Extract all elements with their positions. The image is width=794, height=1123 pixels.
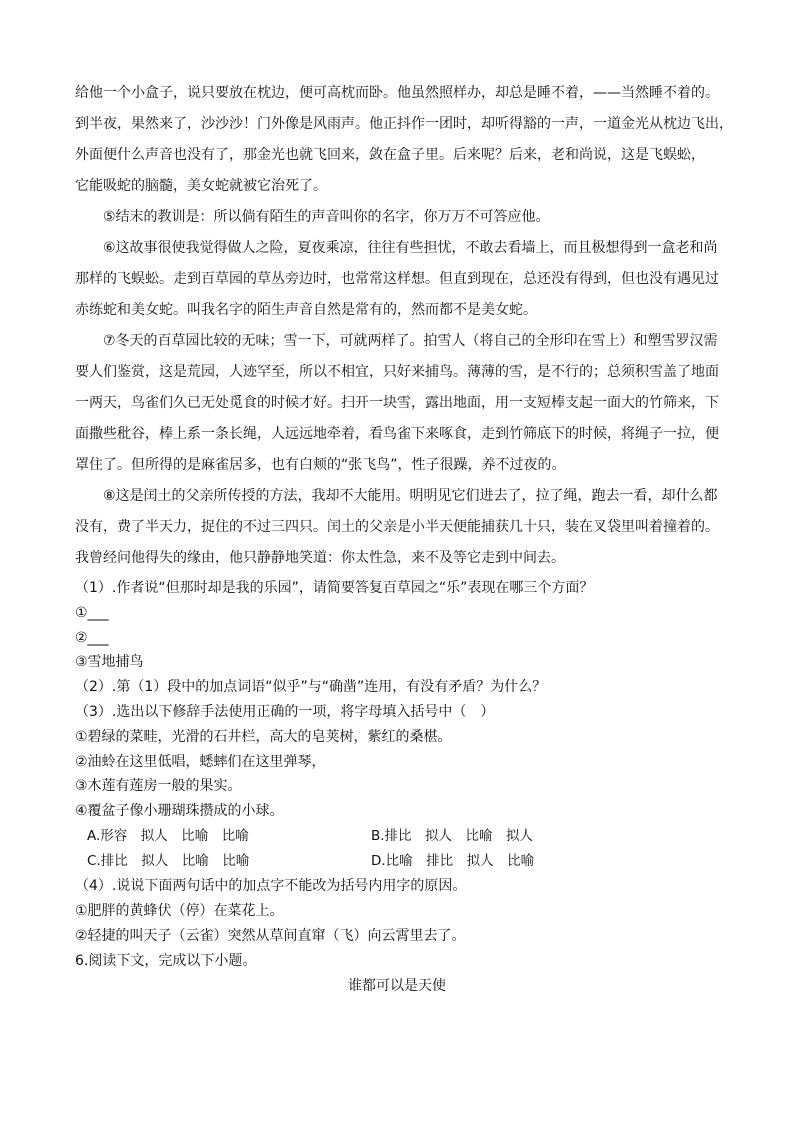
text-line: ⑥这故事很使我觉得做人之险，夏夜乘凉，往往有些担忧，不敢去看墙上，而且极想得到一盒老和尚 [103,240,718,256]
text-line: 外面便什么声音也没有了，那金光也就飞回来，敛在盒子里。后来呢？后来，老和尚说，这是飞蜈蚣， [75,147,705,163]
question-4: （4）.说说下面两句话中的加点字不能改为括号内用字的原因。 [75,878,467,894]
sentence-line: ①肥胖的黄蜂伏（停）在菜花上。 [75,903,284,919]
option-a: A.形容 拟人 比喻 比喻 [87,828,249,844]
text-line: ⑦冬天的百草园比较的无味；雪一下，可就两样了。拍雪人（将自己的全形印在雪上）和塑雪罗汉需 [103,333,718,349]
text-line: ⑤结末的教训是：所以倘有陌生的声音叫你的名字，你万万不可答应他。 [103,209,550,225]
text-line: 它能吸蛇的脑髓，美女蛇就被它治死了。 [75,178,327,194]
question-2: （2）.第（1）段中的加点词语“似乎”与“确凿”连用，有没有矛盾？为什么？ [75,679,547,695]
question-6: 6.阅读下文，完成以下小题。 [75,953,257,969]
option-c: C.排比 拟人 比喻 比喻 [87,853,250,869]
text-line: 我曾经问他得失的缘由，他只静静地笑道：你太性急，来不及等它走到中间去。 [75,550,565,566]
text-line: 一两天，鸟雀们久已无处觅食的时候才好。扫开一块雪，露出地面，用一支短棒支起一面大的竹筛来，下 [75,395,719,411]
option-b: B.排比 拟人 比喻 拟人 [371,828,534,844]
text-line: 那样的飞蜈蚣。走到百草园的草丛旁边时，也常常这样想。但直到现在，总还没有得到，但也没有遇见过 [75,271,719,287]
question-1: （1）.作者说“但那时却是我的乐园”，请简要答复百草园之“乐”表现在哪三个方面？ [75,580,594,596]
passage-title: 谁都可以是天使 [348,978,446,994]
answer-line: ②___ [75,630,109,646]
text-line: 面撒些秕谷，棒上系一条长绳，人远远地牵着，看鸟雀下来啄食，走到竹筛底下的时候，将绳子一拉，便 [75,426,719,442]
text-line: 给他一个小盒子，说只要放在枕边，便可高枕而卧。他虽然照样办，却总是睡不着，——当然睡不着的。 [75,85,719,101]
sentence-line: ③木莲有莲房一般的果实。 [75,778,242,794]
text-line: 要人们鉴赏，这是荒园，人迹罕至，所以不相宜，只好来捕鸟。薄薄的雪，是不行的；总须积雪盖了地面 [75,364,719,380]
text-line: 到半夜，果然来了，沙沙沙！门外像是风雨声。他正抖作一团时，却听得豁的一声，一道金光从枕边飞出， [75,116,733,132]
text-line: ⑧这是闰土的父亲所传授的方法，我却不大能用。明明见它们进去了，拉了绳，跑去一看，却什么都 [103,488,718,504]
option-d: D.比喻 排比 拟人 比喻 [371,853,535,869]
answer-line: ①___ [75,605,109,621]
sentence-line: ④覆盆子像小珊瑚珠攒成的小球。 [75,803,284,819]
text-line: 没有，费了半天力，捉住的不过三四只。闰土的父亲是小半天便能捕获几十只，装在叉袋里叫着撞着的。 [75,519,719,535]
text-line: 赤练蛇和美女蛇。叫我名字的陌生声音自然是常有的，然而都不是美女蛇。 [75,302,537,318]
sentence-line: ①碧绿的菜畦，光滑的石井栏，高大的皂荚树，紫红的桑椹。 [75,729,452,745]
sentence-line: ②油蛉在这里低唱，蟋蟀们在这里弹琴， [75,754,326,770]
sentence-line: ②轻捷的叫天子（云雀）突然从草间直窜（飞）向云霄里去了。 [75,928,466,944]
answer-line: ③雪地捕鸟 [75,654,144,670]
question-3: （3）.选出以下修辞手法使用正确的一项，将字母填入括号中（ ） [75,704,495,720]
text-line: 罩住了。但所得的是麻雀居多，也有白颊的“张飞鸟”，性子很躁，养不过夜的。 [75,457,566,473]
